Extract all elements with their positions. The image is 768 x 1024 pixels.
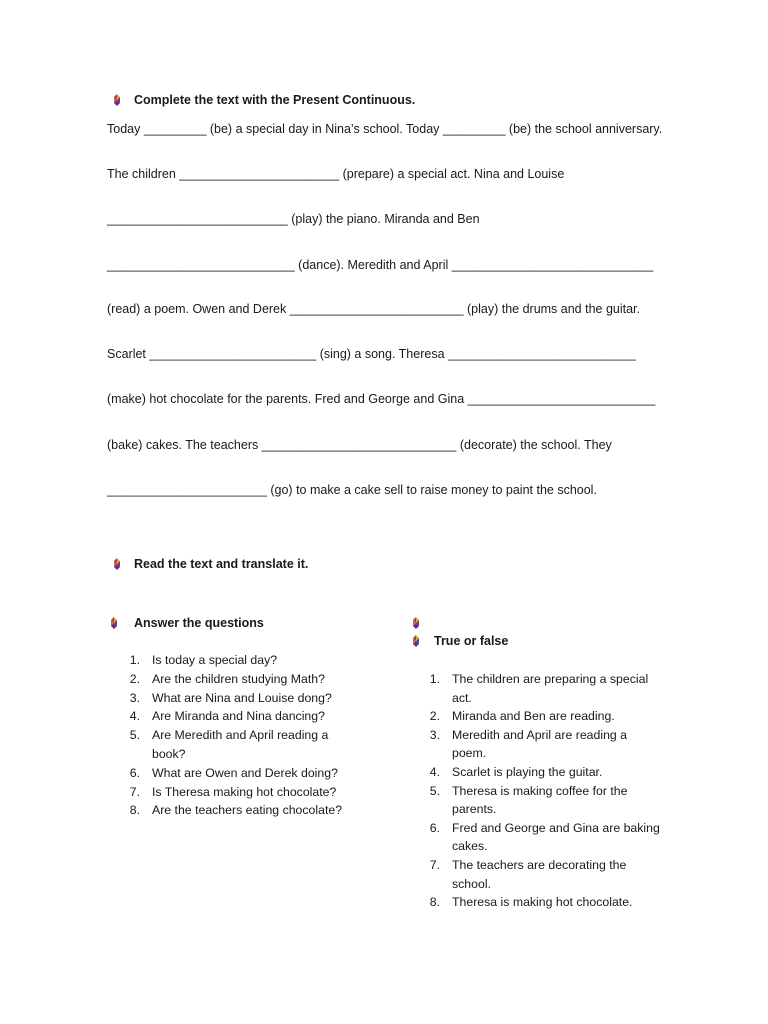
exercise-line-9: _______________________ (go) to make a cake sell to raise money to paint the school. <box>107 483 597 497</box>
exercise-line-5: (read) a poem. Owen and Derek _________________________ (play) the drums and the guitar. <box>107 302 641 316</box>
bullet-icon <box>111 94 123 106</box>
bullet-icon <box>111 558 123 570</box>
list-item-text: Fred and George and Gina are baking <box>452 820 660 835</box>
list-item-number: 3. <box>429 727 440 742</box>
exercise-line-3: __________________________ (play) the piano. Miranda and Ben <box>107 212 480 226</box>
list-item-text: act. <box>452 690 472 705</box>
exercise-line-4: ___________________________ (dance). Meredith and April _____________________________ <box>107 258 654 272</box>
list-item-text: parents. <box>452 802 497 817</box>
list-item-text: Are Miranda and Nina dancing? <box>152 709 325 724</box>
list-item-text: Scarlet is playing the guitar. <box>452 765 603 779</box>
list-item-text: Are the children studying Math? <box>152 671 325 686</box>
list-item-number: 6. <box>429 820 440 835</box>
list-item-text: The teachers are decorating the <box>452 858 627 872</box>
list-item-number: 8. <box>129 803 140 818</box>
list-item-number: 1. <box>429 672 440 686</box>
list-item-text: What are Owen and Derek doing? <box>152 765 338 780</box>
section-heading-translate: Read the text and translate it. <box>134 557 309 571</box>
list-item-text: book? <box>152 747 186 761</box>
list-item-number: 7. <box>429 858 440 872</box>
exercise-line-8: (bake) cakes. The teachers ____________________________ (decorate) the school. They <box>107 438 612 452</box>
exercise-line-7: (make) hot chocolate for the parents. Fred and George and Gina ___________________________ <box>107 392 656 406</box>
list-item-number: 3. <box>129 690 140 705</box>
list-item-text: The children are preparing a special <box>452 672 649 686</box>
list-item-text: Are Meredith and April reading a <box>152 728 329 743</box>
list-item-number: 5. <box>429 783 440 798</box>
bullet-icon <box>410 635 422 647</box>
exercise-line-6: Scarlet ________________________ (sing) a song. Theresa ___________________________ <box>107 347 636 361</box>
list-item-number: 4. <box>129 709 140 724</box>
list-item-number: 6. <box>129 765 140 780</box>
list-item-text: poem. <box>452 746 487 761</box>
list-item-text: Is Theresa making hot chocolate? <box>152 784 337 799</box>
list-item-text: Meredith and April are reading a <box>452 727 627 742</box>
list-item-text: Is today a special day? <box>152 653 278 667</box>
list-item-number: 4. <box>429 765 440 779</box>
bullet-icon <box>108 617 120 629</box>
list-item-text: Theresa is making hot chocolate. <box>452 895 633 910</box>
list-item-text: Theresa is making coffee for the <box>452 783 628 798</box>
list-item-text: cakes. <box>452 839 488 854</box>
section-heading-complete: Complete the text with the Present Continuous. <box>134 93 416 107</box>
section-heading-true-false: True or false <box>434 634 509 648</box>
list-item-text: What are Nina and Louise dong? <box>152 690 332 705</box>
list-item-number: 1. <box>129 653 140 667</box>
exercise-line-2: The children _______________________ (prepare) a special act. Nina and Louise <box>107 167 565 181</box>
list-item-number: 8. <box>429 895 440 910</box>
list-item-number: 2. <box>429 709 440 724</box>
section-heading-questions: Answer the questions <box>134 616 264 630</box>
list-item-number: 2. <box>129 671 140 686</box>
list-item-number: 7. <box>129 784 140 799</box>
list-item-text: Are the teachers eating chocolate? <box>152 803 343 818</box>
bullet-icon <box>410 617 422 629</box>
list-item-text: school. <box>452 876 491 891</box>
list-item-number: 5. <box>129 728 140 743</box>
list-item-text: Miranda and Ben are reading. <box>452 709 615 724</box>
exercise-line-1: Today _________ (be) a special day in Nina’s school. Today _________ (be) the school anniversary. <box>107 122 663 136</box>
